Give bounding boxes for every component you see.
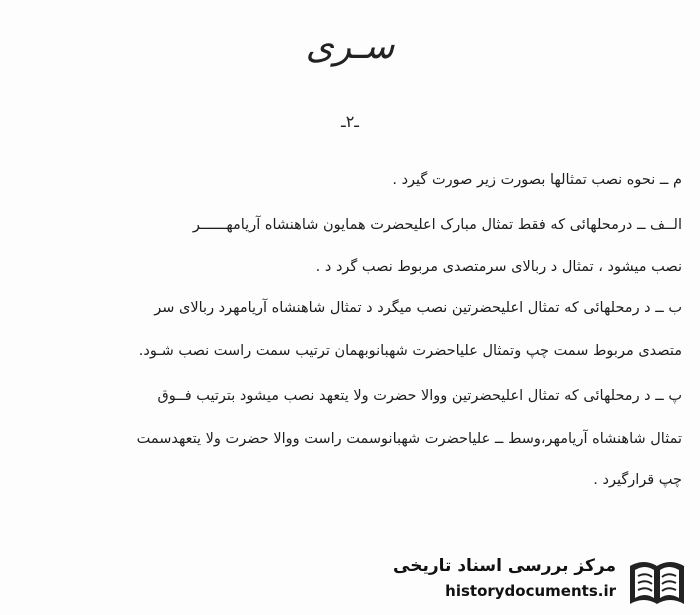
book-logo-icon — [624, 556, 690, 608]
text-line: الــف ــ درمحلهائی که فقط تمثال مبارک اعلیحضرت همایون شاهنشاه آریامهــــــر — [192, 217, 682, 233]
classification-heading: سـرى — [305, 26, 395, 67]
text-line: نصب میشود ، تمثال د ربالای سرمتصدی مربوط نصب گرد د . — [315, 259, 682, 275]
watermark-site: historydocuments.ir — [445, 582, 616, 600]
text-line: م ــ نحوه نصب تمثالها بصورت زیر صورت گیرد . — [392, 172, 682, 188]
text-line: متصدی مربوط سمت چپ وتمثال علیاحضرت شهبانوبهمان ترتیب سمت راست نصب شـود. — [138, 343, 682, 359]
text-line: پ ــ د رمحلهائی که تمثال اعلیحضرتین ووالا حضرت ولا یتعهد نصب میشود بترتیب فــوق — [157, 388, 682, 404]
text-line: تمثال شاهنشاه آریامهر،وسط ــ علیاحضرت شهبانوسمت راست ووالا حضرت ولا یتعهدسمت — [136, 431, 682, 447]
text-line: ب ــ د رمحلهائی که تمثال اعلیحضرتین نصب میگرد د تمثال شاهنشاه آریامهرد ربالای سر — [154, 300, 682, 316]
page-number: ـ۲ـ — [341, 112, 359, 131]
watermark — [393, 552, 692, 610]
watermark-title: مرکز بررسی اسناد تاریخی — [393, 556, 616, 576]
text-line: چپ قرارگیرد . — [593, 472, 682, 488]
